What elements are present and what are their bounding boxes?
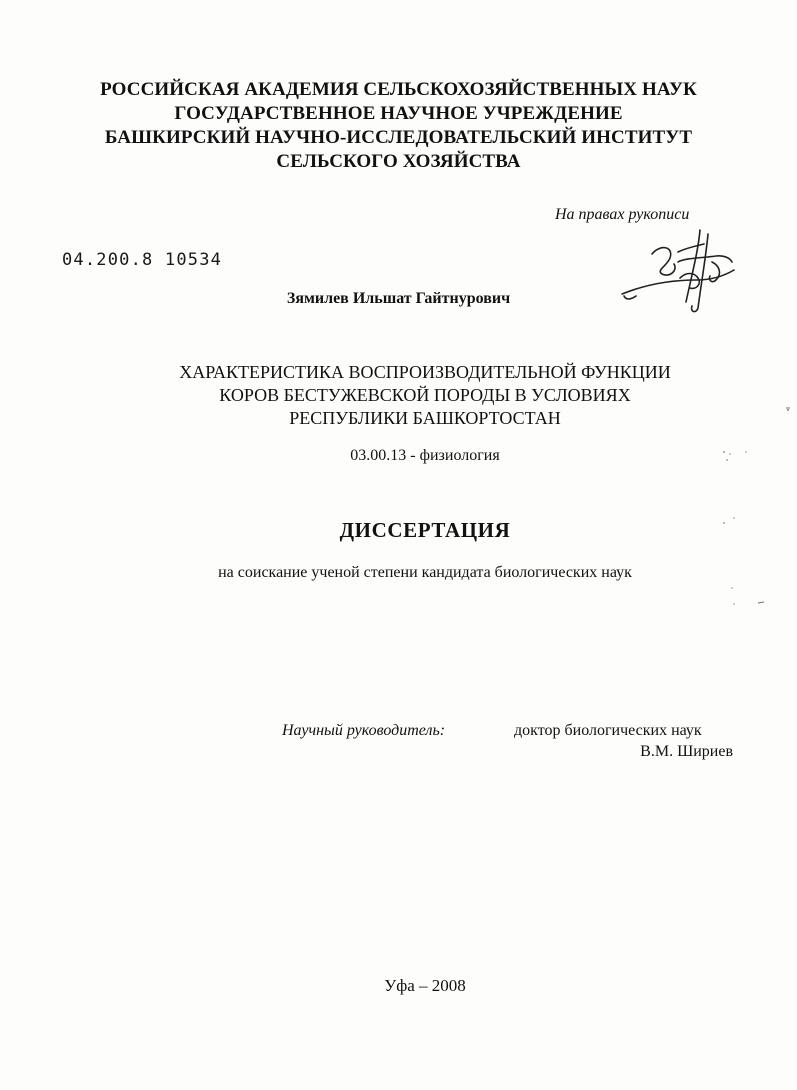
supervisor-degree: доктор биологических наук <box>514 722 702 739</box>
author-name: Зямилев Ильшат Гайтнурович <box>286 290 511 307</box>
header-line-1: РОССИЙСКАЯ АКАДЕМИЯ СЕЛЬСКОХОЗЯЙСТВЕННЫХ НАУК <box>100 79 697 100</box>
title-line-1: ХАРАКТЕРИСТИКА ВОСПРОИЗВОДИТЕЛЬНОЙ ФУНКЦИИ <box>179 362 671 382</box>
institution-header <box>0 78 797 174</box>
supervisor-name: В.М. Шириев <box>640 743 733 760</box>
rights-note: На правах рукописи <box>555 206 690 223</box>
supervisor-label: Научный руководитель: <box>282 722 446 739</box>
title-line-3: РЕСПУБЛИКИ БАШКОРТОСТАН <box>289 408 561 428</box>
degree-statement: на соискание ученой степени кандидата биологических наук <box>218 564 632 581</box>
title-line-2: КОРОВ БЕСТУЖЕВСКОЙ ПОРОДЫ В УСЛОВИЯХ <box>219 385 631 405</box>
header-line-3: БАШКИРСКИЙ НАУЧНО-ИССЛЕДОВАТЕЛЬСКИЙ ИНСТИТУТ <box>104 127 693 148</box>
header-line-4: СЕЛЬСКОГО ХОЗЯЙСТВА <box>276 151 521 172</box>
scan-specks <box>700 390 797 620</box>
document-type-heading: ДИССЕРТАЦИЯ <box>339 518 511 542</box>
archive-stamp-number: 04.200.8 10534 <box>62 250 223 270</box>
city-year: Уфа – 2008 <box>384 976 466 995</box>
dissertation-title <box>0 361 797 430</box>
header-line-2: ГОСУДАРСТВЕННОЕ НАУЧНОЕ УЧРЕЖДЕНИЕ <box>174 103 623 124</box>
specialty-code: 03.00.13 - физиология <box>350 447 500 464</box>
